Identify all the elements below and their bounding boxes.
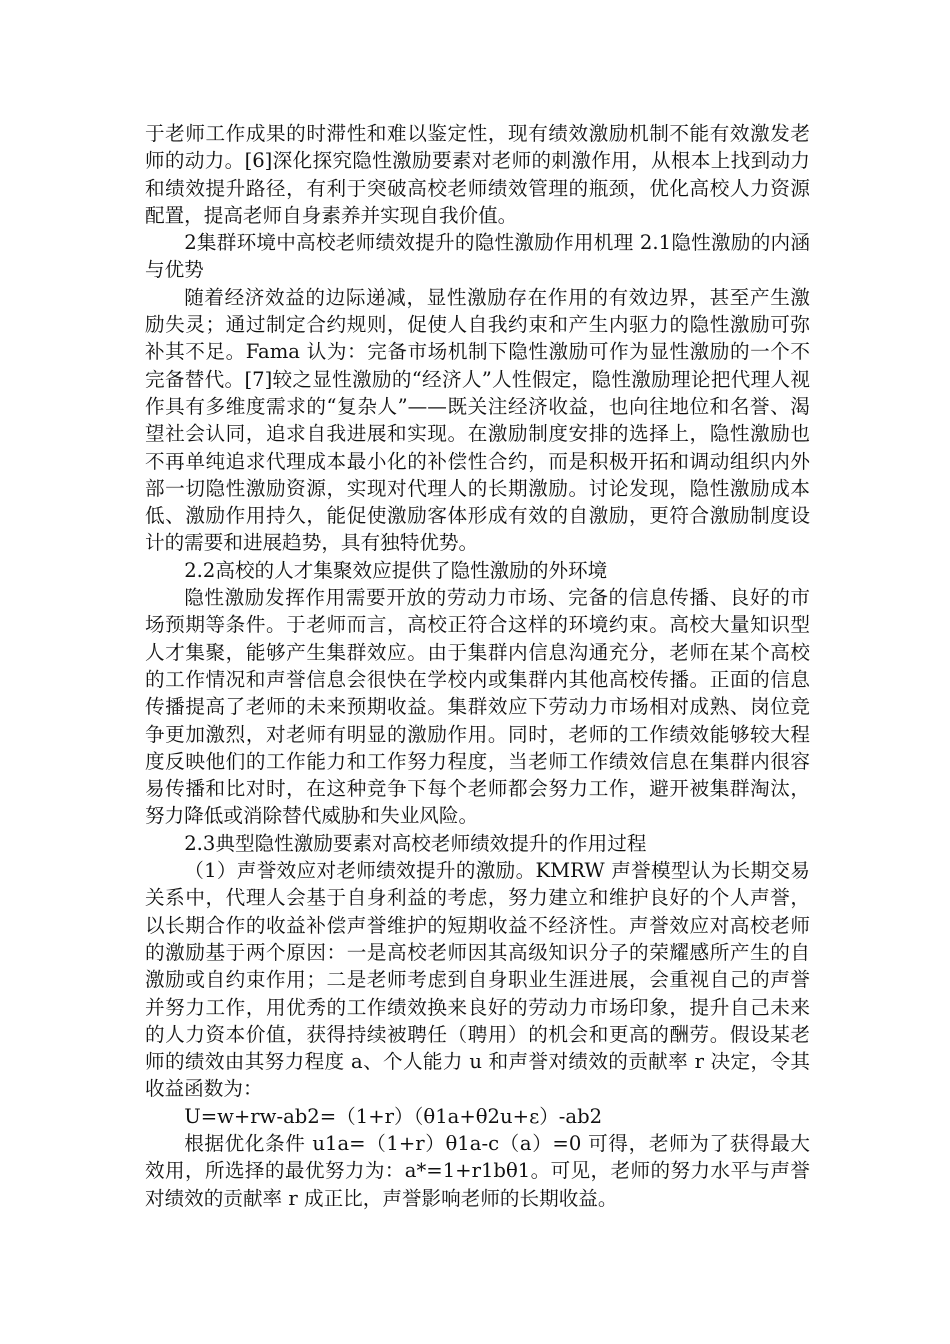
paragraph-intro-continuation: 于老师工作成果的时滞性和难以鉴定性，现有绩效激励机制不能有效激发老师的动力。[6]深化探究隐性激励要素对老师的刺激作用，从根本上找到动力和绩效提升路径，有利于突破高校老师绩效管理的瓶颈，优化高校人力资源配置，提高老师自身素养并实现自我价值。 (145, 122, 810, 227)
document-body (145, 120, 810, 1212)
section-heading-2-3: 2.3典型隐性激励要素对高校老师绩效提升的作用过程 (184, 831, 647, 855)
paragraph-reputation-effect: （1）声誉效应对老师绩效提升的激励。KMRW 声誉模型认为长期交易关系中，代理人会基于自身利益的考虑，努力建立和维护良好的个人声誉，以长期合作的收益补偿声誉维护的短期收益不经济性。声誉效应对高校老师的激励基于两个原因：一是高校老师因其高级知识分子的荣耀感所产生的自激励或自约束作用；二是老师考虑到自身职业生涯进展，会重视自己的声誉并努力工作，用优秀的工作绩效换来良好的劳动力市场印象，提升自己未来的人力资本价值，获得持续被聘任（聘用）的机会和更高的酬劳。假设某老师的绩效由其努力程度 a、个人能力 u 和声誉对绩效的贡献率 r 决定，令其收益函数为： (145, 859, 810, 1101)
section-heading-2-2: 2.2高校的人才集聚效应提供了隐性激励的外环境 (184, 558, 608, 582)
paragraph-optimal-effort: 根据优化条件 u1a=（1+r）θ1a-c（a）=0 可得，老师为了获得最大效用，所选择的最优努力为：a*=1+r1bθ1。可见，老师的努力水平与声誉对绩效的贡献率 r 成正比，声誉影响老师的长期收益。 (145, 1131, 810, 1210)
paragraph-cluster-effect: 隐性激励发挥作用需要开放的劳动力市场、完备的信息传播、良好的市场预期等条件。于老师而言，高校正符合这样的环境约束。高校大量知识型人才集聚，能够产生集群效应。由于集群内信息沟通充分，老师在某个高校的工作情况和声誉信息会很快在学校内或集群内其他高校传播。正面的信息传播提高了老师的未来预期收益。集群效应下劳动力市场相对成熟、岗位竞争更加激烈，对老师有明显的激励作用。同时，老师的工作绩效能够较大程度反映他们的工作能力和工作努力程度，当老师工作绩效信息在集群内很容易传播和比对时，在这种竞争下每个老师都会努力工作，避开被集群淘汰，努力降低或消除替代威胁和失业风险。 (145, 586, 810, 828)
paragraph-implicit-incentive-advantages: 随着经济效益的边际递减，显性激励存在作用的有效边界，甚至产生激励失灵；通过制定合约规则，促使人自我约束和产生内驱力的隐性激励可弥补其不足。Fama 认为：完备市场机制下隐性激励可作为显性激励的一个不完备替代。[7]较之显性激励的“经济人”人性假定，隐性激励理论把代理人视作具有多维度需求的“复杂人”——既关注经济收益，也向往地位和名誉、渴望社会认同，追求自我进展和实现。在激励制度安排的选择上，隐性激励也不再单纯追求代理成本最小化的补偿性合约，而是积极开拓和调动组织内外部一切隐性激励资源，实现对代理人的长期激励。讨论发现，隐性激励成本低、激励作用持久，能促使激励客体形成有效的自激励，更符合激励制度设计的需要和进展趋势，具有独特优势。 (145, 285, 810, 555)
formula-utility-function: U=w+rw-ab2=（1+r）（θ1a+θ2u+ε）-ab2 (184, 1104, 603, 1128)
section-heading-2: 2集群环境中高校老师绩效提升的隐性激励作用机理 2.1隐性激励的内涵与优势 (145, 231, 810, 282)
